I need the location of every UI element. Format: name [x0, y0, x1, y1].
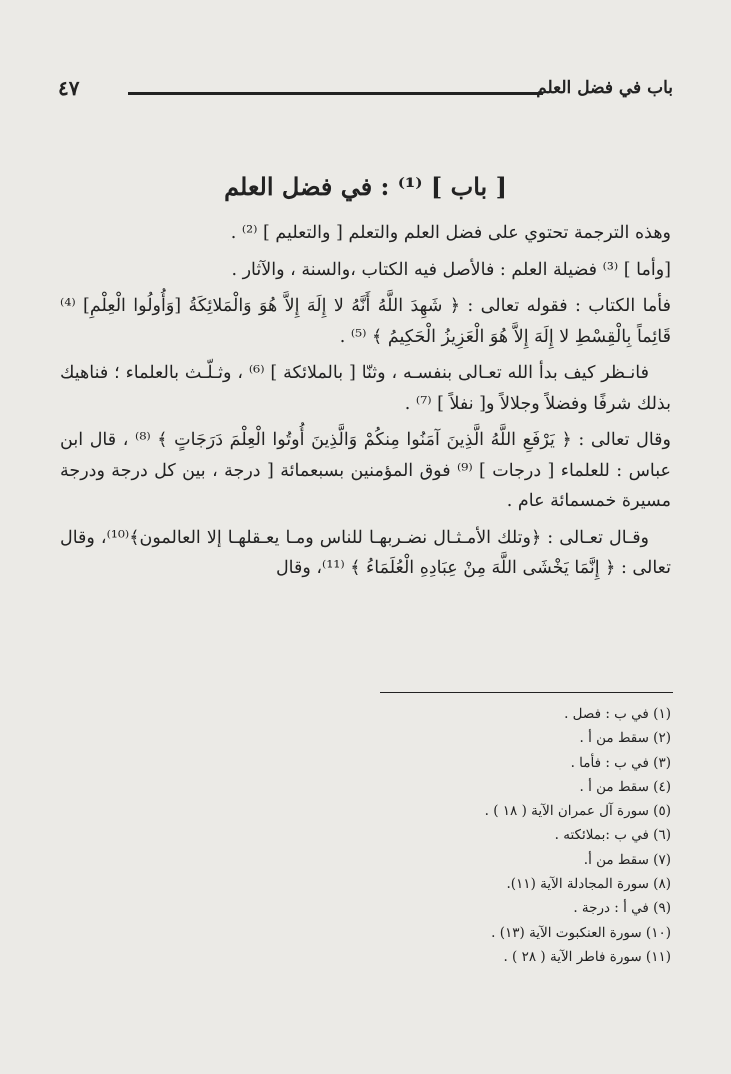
page-number: ٤٧: [58, 76, 80, 100]
footnote: (٩) في أ : درجة .: [573, 900, 671, 917]
footnote: (١) في ب : فصل .: [564, 706, 671, 722]
footnote: (٦) في ب :بملائكته .: [554, 827, 671, 844]
footnote: (٨) سورة المجادلة الآية (١١).: [506, 876, 671, 893]
running-header: [58, 78, 673, 108]
footnotes: [60, 702, 671, 969]
footnote: (٧) سقط من أ.: [583, 851, 671, 868]
paragraph: وقال تعالى : ﴿ يَرْفَعِ اللَّهُ الَّذِينَ آمَنُوا مِنكُمْ وَالَّذِينَ أُوتُوا الْعِلْمَ دَرَجَاتٍ ﴾ ⁽⁸⁾ ، قال ابن عباس : للعلماء [ درجات ] ⁽⁹⁾ فوق المؤمنين بسبعمائة [ درجة ، بين كل درجة ودرجة مسيرة خمسمائة عام .: [60, 430, 671, 511]
main-text: [60, 218, 671, 584]
footnote-separator: [380, 692, 673, 693]
paragraph: [وأما ] ⁽³⁾ فضيلة العلم : فالأصل فيه الكتاب ،والسنة ، والآثار .: [231, 259, 671, 280]
footnote: (٥) سورة آل عمران الآية ( ١٨ ) .: [484, 803, 671, 820]
paragraph: وقـال تعـالى : ﴿وتلك الأمـثـال نضـربهـا للناس ومـا يعـقلهـا إلا العالمون﴾⁽¹⁰⁾، وقال تعالى : ﴿ إِنَّمَا يَخْشَى اللَّهَ مِنْ عِبَادِهِ الْعُلَمَاءُ ﴾ ⁽¹¹⁾، وقال: [60, 527, 671, 578]
paragraph: وهذه الترجمة تحتوي على فضل العلم والتعلم [ والتعليم ] ⁽²⁾ .: [230, 223, 671, 243]
paragraph: فأما الكتاب : فقوله تعالى : ﴿ شَهِدَ اللَّهُ أَنَّهُ لا إِلَهَ إِلاَّ هُوَ وَالْمَلائِكَةُ [وَأُولُوا الْعِلْمِ] ⁽⁴⁾ قَائِماً بِالْقِسْطِ لا إِلَهَ إِلاَّ هُوَ الْعَزِيزُ الْحَكِيمُ ﴾ ⁽⁵⁾ .: [60, 296, 671, 347]
footnote: (٤) سقط من أ .: [579, 778, 671, 795]
chapter-heading: [ باب ] ⁽¹⁾ : في فضل العلم: [224, 172, 507, 201]
footnote: (٢) سقط من أ .: [579, 730, 671, 747]
paragraph: فانـظر كيف بدأ الله تعـالى بنفسـه ، وثنّا [ بالملائكة ] ⁽⁶⁾ ، وثـلّـث بالعلماء ؛ فناهيك بذلك شرفًا وفضلاً وجلالاً و[ نفلاً ] ⁽⁷⁾ .: [60, 363, 671, 414]
footnote: (١١) سورة فاطر الآية ( ٢٨ ) .: [503, 948, 671, 965]
header-rule: [128, 92, 543, 95]
footnote: (٣) في ب : فأما .: [570, 754, 671, 771]
footnote: (١٠) سورة العنكبوت الآية (١٣) .: [491, 924, 671, 941]
running-title: باب في فضل العلم: [536, 78, 673, 98]
